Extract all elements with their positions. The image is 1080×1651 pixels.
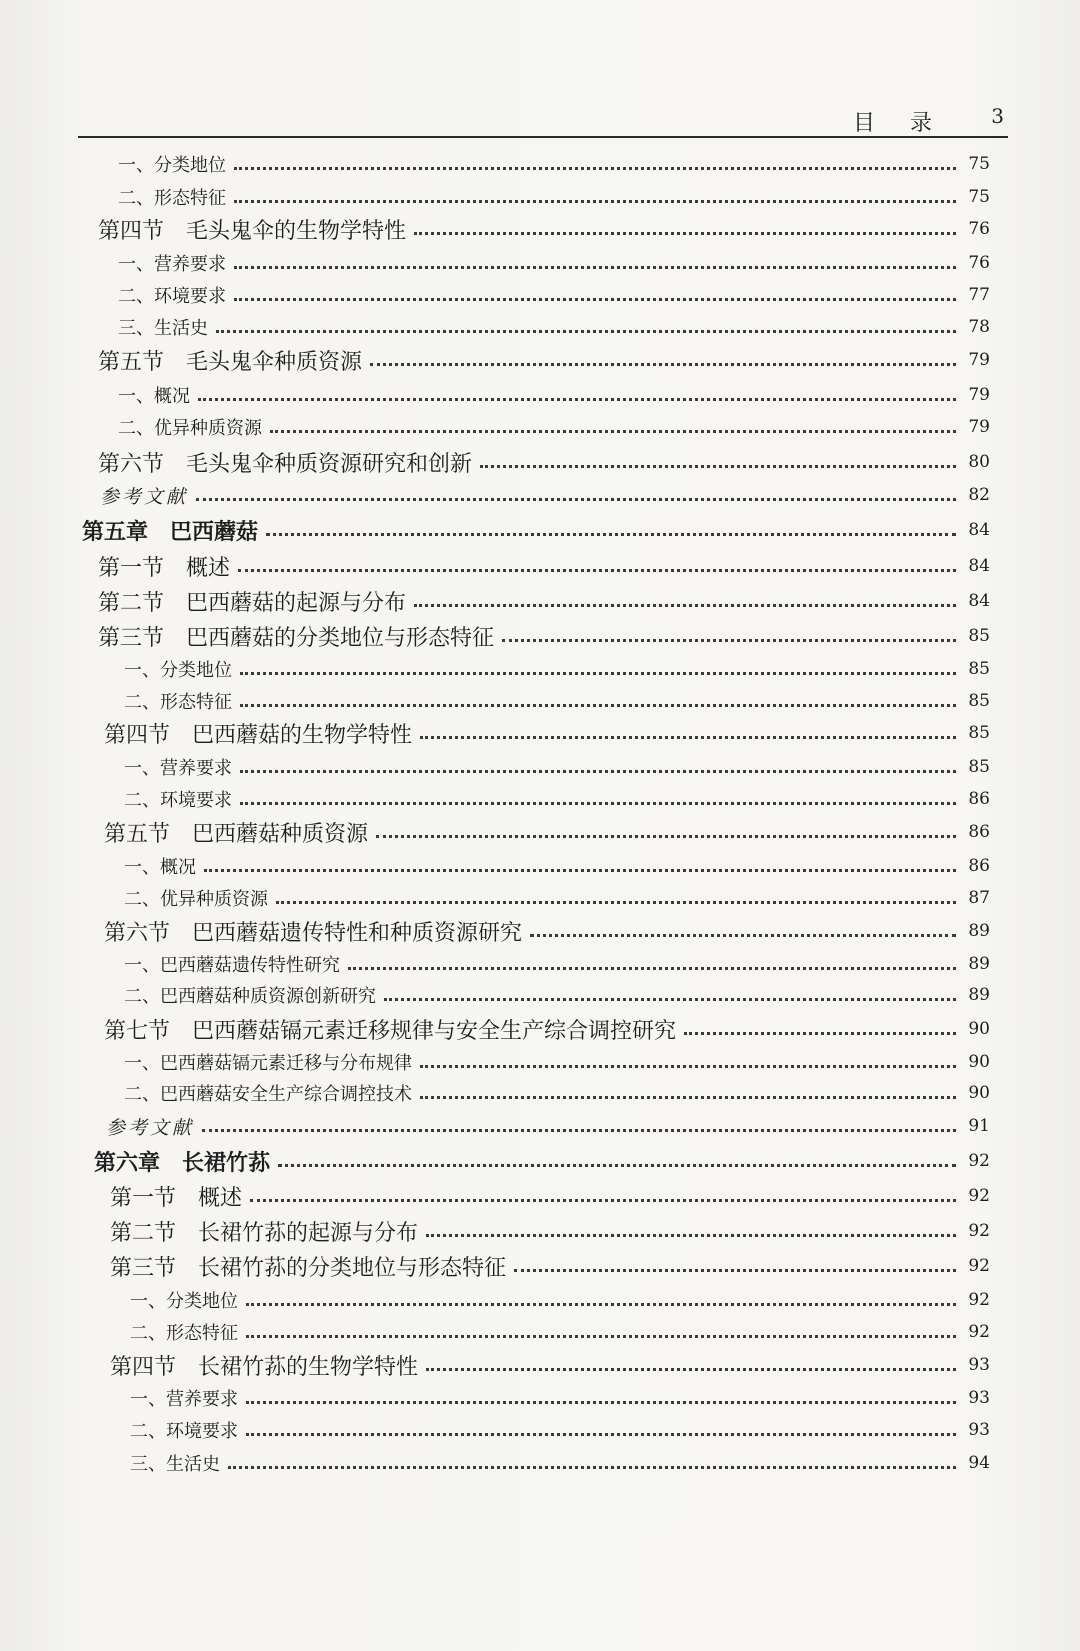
header-title: 目 录 (853, 111, 946, 136)
toc-entry-prefix: 二、 (118, 188, 154, 209)
toc-subsection (130, 1413, 990, 1447)
toc-subsection (124, 1045, 990, 1079)
toc-entry-label (124, 786, 232, 812)
toc-entry-label (110, 1181, 242, 1212)
toc-entry-prefix: 一、 (130, 1291, 166, 1312)
toc-entry-title: 营养要求 (160, 758, 232, 779)
dot-leader (216, 330, 956, 333)
toc-subsection (124, 947, 990, 981)
dot-leader (240, 770, 956, 773)
toc-entry-title: 环境要求 (166, 1421, 238, 1442)
toc-page-number: 75 (968, 187, 990, 207)
toc-page-number: 84 (968, 591, 990, 611)
toc-entry-label (104, 718, 412, 749)
toc-subsection (124, 1076, 990, 1110)
toc-entry-title: 形态特征 (154, 188, 226, 209)
toc-entry-label (124, 754, 232, 780)
toc-entry-title: 形态特征 (166, 1323, 238, 1344)
toc-entry-prefix: 第六章 (94, 1149, 161, 1176)
toc-entry-label (98, 345, 362, 376)
toc-subsection (118, 378, 990, 412)
toc-entry-prefix: 第一节 (98, 555, 165, 581)
toc-section (98, 212, 990, 246)
toc-entry-title: 营养要求 (166, 1389, 238, 1410)
toc-entry-prefix: 二、 (124, 790, 160, 811)
toc-entry-label (118, 151, 226, 177)
dot-leader (204, 869, 956, 872)
toc-page-number: 80 (968, 452, 990, 472)
toc-page-number: 86 (968, 822, 990, 842)
toc-entry-label (104, 817, 368, 848)
toc-entry-prefix: 第四节 (110, 1354, 177, 1380)
toc-entry-prefix: 第五节 (98, 349, 165, 375)
toc-entry-prefix: 一、 (130, 1389, 166, 1410)
toc-entry-prefix: 一、 (118, 386, 154, 407)
toc-entry-prefix: 二、 (124, 889, 160, 910)
dot-leader (420, 1065, 956, 1068)
toc-entry-title: 巴西蘑菇镉元素迁移与分布规律 (160, 1053, 412, 1074)
dot-leader (276, 901, 956, 904)
toc-entry-label (118, 314, 208, 340)
dot-leader (202, 1129, 956, 1132)
dot-leader (514, 1269, 956, 1272)
toc-entry-label (130, 1450, 220, 1476)
toc-entry-title: 巴西蘑菇 (170, 518, 259, 545)
toc-entry-label (124, 1049, 412, 1075)
toc-entry-title: 营养要求 (154, 254, 226, 275)
dot-leader (246, 1303, 956, 1306)
toc-references (100, 478, 990, 512)
toc-entry-label (118, 414, 262, 440)
toc-page-number: 87 (968, 888, 990, 908)
toc-entry-label (124, 951, 340, 977)
toc-subsection (124, 978, 990, 1012)
toc-entry-title: 分类地位 (154, 155, 226, 176)
toc-section (110, 1179, 990, 1213)
dot-leader (420, 1096, 956, 1099)
toc-entry-prefix: 第六节 (104, 920, 171, 946)
toc-entry-title: 巴西蘑菇的起源与分布 (186, 590, 407, 616)
dot-leader (250, 1199, 956, 1202)
dot-leader (238, 569, 956, 572)
header-page-number: 3 (991, 104, 1004, 128)
toc-entry-title: 环境要求 (154, 286, 226, 307)
toc-entry-label (124, 1080, 412, 1106)
toc-subsection (118, 147, 990, 181)
toc-entry-title: 分类地位 (166, 1291, 238, 1312)
toc-entry-prefix: 一、 (124, 758, 160, 779)
toc-entry-title: 形态特征 (160, 692, 232, 713)
toc-entry-title: 毛头鬼伞种质资源 (186, 349, 363, 375)
toc-entry-label (130, 1319, 238, 1345)
toc-entry-title: 巴西蘑菇遗传特性研究 (160, 955, 340, 976)
dot-leader (384, 998, 956, 1001)
toc-section (98, 445, 990, 479)
toc-subsection (124, 782, 990, 816)
toc-subsection (124, 849, 990, 883)
toc-entry-label (124, 982, 376, 1008)
toc-entry-title: 概况 (160, 857, 196, 878)
toc-subsection (130, 1283, 990, 1317)
toc-page-number: 76 (968, 219, 990, 239)
toc-page-number: 89 (968, 985, 990, 1005)
toc-entry-title: 长裙竹荪的起源与分布 (198, 1220, 419, 1246)
header-rule (78, 136, 1008, 138)
dot-leader (530, 934, 956, 937)
toc-page-number: 92 (968, 1221, 990, 1241)
toc-page-number: 79 (968, 417, 990, 437)
toc-entry-label (104, 916, 522, 947)
toc-entry-prefix: 一、 (118, 254, 154, 275)
toc-subsection (118, 410, 990, 444)
toc-entry-title: 生活史 (154, 318, 208, 339)
toc-page-number: 92 (968, 1322, 990, 1342)
toc-entry-title: 长裙竹荪的生物学特性 (198, 1354, 419, 1380)
toc-entry-title: 优异种质资源 (160, 889, 268, 910)
toc-chapter (94, 1144, 990, 1178)
toc-page-number: 92 (968, 1290, 990, 1310)
dot-leader (246, 1335, 956, 1338)
dot-leader (234, 200, 956, 203)
toc-page-number: 90 (968, 1052, 990, 1072)
toc-entry-label (94, 1146, 270, 1177)
toc-page-number: 89 (968, 954, 990, 974)
dot-leader (266, 533, 956, 536)
dot-leader (684, 1032, 956, 1035)
toc-page-number: 85 (968, 626, 990, 646)
toc-page-number: 76 (968, 253, 990, 273)
toc-page-number: 79 (968, 385, 990, 405)
toc-section (98, 549, 990, 583)
toc-entry-prefix: 二、 (118, 286, 154, 307)
toc-entry-prefix: 二、 (124, 986, 160, 1007)
toc-section (110, 1214, 990, 1248)
toc-subsection (124, 750, 990, 784)
dot-leader (198, 398, 956, 401)
toc-page-number: 92 (968, 1151, 990, 1171)
dot-leader (246, 1433, 956, 1436)
toc-entry-title: 长裙竹荪 (182, 1149, 271, 1176)
toc-subsection (124, 652, 990, 686)
toc-entry-label (106, 1113, 194, 1140)
toc-entry-label (118, 184, 226, 210)
toc-entry-title: 环境要求 (160, 790, 232, 811)
toc-entry-label (130, 1417, 238, 1443)
toc-entry-label (110, 1216, 418, 1247)
toc-subsection (118, 180, 990, 214)
toc-entry-prefix: 二、 (124, 1084, 160, 1105)
dot-leader (246, 1401, 956, 1404)
toc-section (104, 815, 990, 849)
toc-entry-label (130, 1385, 238, 1411)
toc-entry-prefix: 第三节 (98, 625, 165, 651)
dot-leader (348, 967, 956, 970)
toc-entry-prefix: 三、 (118, 318, 154, 339)
toc-page-number: 85 (968, 691, 990, 711)
toc-section (104, 914, 990, 948)
dot-leader (426, 1234, 956, 1237)
toc-page-number: 77 (968, 285, 990, 305)
toc-entry-prefix: 一、 (124, 1053, 160, 1074)
toc-entry-prefix: 第一节 (110, 1185, 177, 1211)
toc-entry-prefix: 二、 (124, 692, 160, 713)
dot-leader (240, 802, 956, 805)
dot-leader (480, 465, 956, 468)
running-header (78, 98, 1008, 138)
toc-entry-prefix: 三、 (130, 1454, 166, 1475)
toc-page-number: 84 (968, 556, 990, 576)
toc-page-number: 85 (968, 659, 990, 679)
toc-subsection (118, 278, 990, 312)
toc-entry-title: 巴西蘑菇种质资源创新研究 (160, 986, 376, 1007)
toc-entry-label (110, 1251, 506, 1282)
dot-leader (240, 672, 956, 675)
toc-section (110, 1348, 990, 1382)
toc-entry-label (98, 551, 230, 582)
dot-leader (234, 298, 956, 301)
toc-page-number: 86 (968, 856, 990, 876)
dot-leader (234, 266, 956, 269)
toc-entry-title: 巴西蘑菇的生物学特性 (192, 722, 413, 748)
toc-page-number: 92 (968, 1256, 990, 1276)
toc-entry-label (124, 853, 196, 879)
toc-entry-label (118, 250, 226, 276)
toc-section (104, 1012, 990, 1046)
toc-page-number: 92 (968, 1186, 990, 1206)
toc-entry-label (118, 282, 226, 308)
toc-entry-label (110, 1350, 418, 1381)
toc-entry-label (98, 214, 406, 245)
toc-subsection (124, 881, 990, 915)
dot-leader (278, 1164, 956, 1167)
toc-page-number: 75 (968, 154, 990, 174)
toc-entry-title: 优异种质资源 (154, 418, 262, 439)
toc-entry-label (100, 482, 188, 509)
toc-entry-prefix: 第六节 (98, 451, 165, 477)
dot-leader (426, 1368, 956, 1371)
toc-entry-title: 毛头鬼伞种质资源研究和创新 (186, 451, 473, 477)
toc-subsection (118, 246, 990, 280)
toc-entry-title: 巴西蘑菇种质资源 (192, 821, 369, 847)
toc-entry-prefix: 二、 (130, 1421, 166, 1442)
toc-page-number: 85 (968, 723, 990, 743)
dot-leader (420, 736, 956, 739)
dot-leader (414, 232, 956, 235)
toc-entry-prefix: 第二节 (98, 590, 165, 616)
toc-page-number: 89 (968, 921, 990, 941)
toc-entry-label (98, 621, 494, 652)
toc-subsection (118, 310, 990, 344)
toc-page-number: 85 (968, 757, 990, 777)
toc-entry-prefix: 第四节 (104, 722, 171, 748)
toc-entry-label (82, 515, 258, 546)
toc-entry-title: 巴西蘑菇的分类地位与形态特征 (186, 625, 495, 651)
toc-section (98, 343, 990, 377)
dot-leader (414, 604, 956, 607)
dot-leader (376, 835, 956, 838)
toc-page-number: 84 (968, 520, 990, 540)
toc-entry-label (104, 1014, 676, 1045)
toc-page-number: 82 (968, 485, 990, 505)
toc-entry-title: 概况 (154, 386, 190, 407)
toc-page-number: 90 (968, 1019, 990, 1039)
dot-leader (240, 704, 956, 707)
toc-entry-prefix: 一、 (118, 155, 154, 176)
toc-entry-title: 巴西蘑菇遗传特性和种质资源研究 (192, 920, 523, 946)
toc-entry-prefix: 第七节 (104, 1018, 171, 1044)
toc-chapter (82, 513, 990, 547)
dot-leader (502, 639, 956, 642)
toc-page-number: 94 (968, 1453, 990, 1473)
toc-entry-label (98, 586, 406, 617)
toc-subsection (130, 1315, 990, 1349)
toc-page-number: 90 (968, 1083, 990, 1103)
toc-entry-prefix: 第四节 (98, 218, 165, 244)
dot-leader (228, 1466, 956, 1469)
dot-leader (270, 430, 956, 433)
toc-entry-prefix: 二、 (118, 418, 154, 439)
toc-entry-title: 毛头鬼伞的生物学特性 (186, 218, 407, 244)
toc-entry-prefix: 一、 (124, 955, 160, 976)
toc-entry-title: 概述 (186, 555, 231, 581)
toc-entry-prefix: 第三节 (110, 1255, 177, 1281)
toc-page-number: 79 (968, 350, 990, 370)
toc-page-number: 93 (968, 1420, 990, 1440)
dot-leader (234, 167, 956, 170)
toc-entry-prefix: 二、 (130, 1323, 166, 1344)
toc-entry-label (124, 656, 232, 682)
toc-page-number: 91 (968, 1116, 990, 1136)
toc-section (98, 584, 990, 618)
toc-entry-prefix: 一、 (124, 660, 160, 681)
toc-entry-title: 分类地位 (160, 660, 232, 681)
toc-entry-title: 巴西蘑菇安全生产综合调控技术 (160, 1084, 412, 1105)
toc-references (106, 1109, 990, 1143)
toc-entry-title: 长裙竹荪的分类地位与形态特征 (198, 1255, 507, 1281)
toc-section (98, 619, 990, 653)
toc-entry-label (98, 447, 472, 478)
toc-entry-label (118, 382, 190, 408)
toc-entry-title: 参考文献 (100, 485, 189, 508)
toc-entry-label (124, 688, 232, 714)
toc-subsection (124, 684, 990, 718)
toc-subsection (130, 1446, 990, 1480)
dot-leader (196, 498, 956, 501)
toc-page-number: 93 (968, 1388, 990, 1408)
toc-entry-title: 概述 (198, 1185, 243, 1211)
toc-entry-title: 生活史 (166, 1454, 220, 1475)
toc-section (104, 716, 990, 750)
toc-entry-label (130, 1287, 238, 1313)
toc-entry-prefix: 第五节 (104, 821, 171, 847)
toc-section (110, 1249, 990, 1283)
toc-entry-title: 参考文献 (106, 1116, 195, 1139)
toc-page-number: 86 (968, 789, 990, 809)
toc-entry-prefix: 一、 (124, 857, 160, 878)
dot-leader (370, 363, 956, 366)
toc-entry-prefix: 第二节 (110, 1220, 177, 1246)
toc-entry-label (124, 885, 268, 911)
toc-page-number: 78 (968, 317, 990, 337)
toc-entry-title: 巴西蘑菇镉元素迁移规律与安全生产综合调控研究 (192, 1018, 677, 1044)
toc-entry-prefix: 第五章 (82, 518, 149, 545)
toc-subsection (130, 1381, 990, 1415)
toc-page-number: 93 (968, 1355, 990, 1375)
